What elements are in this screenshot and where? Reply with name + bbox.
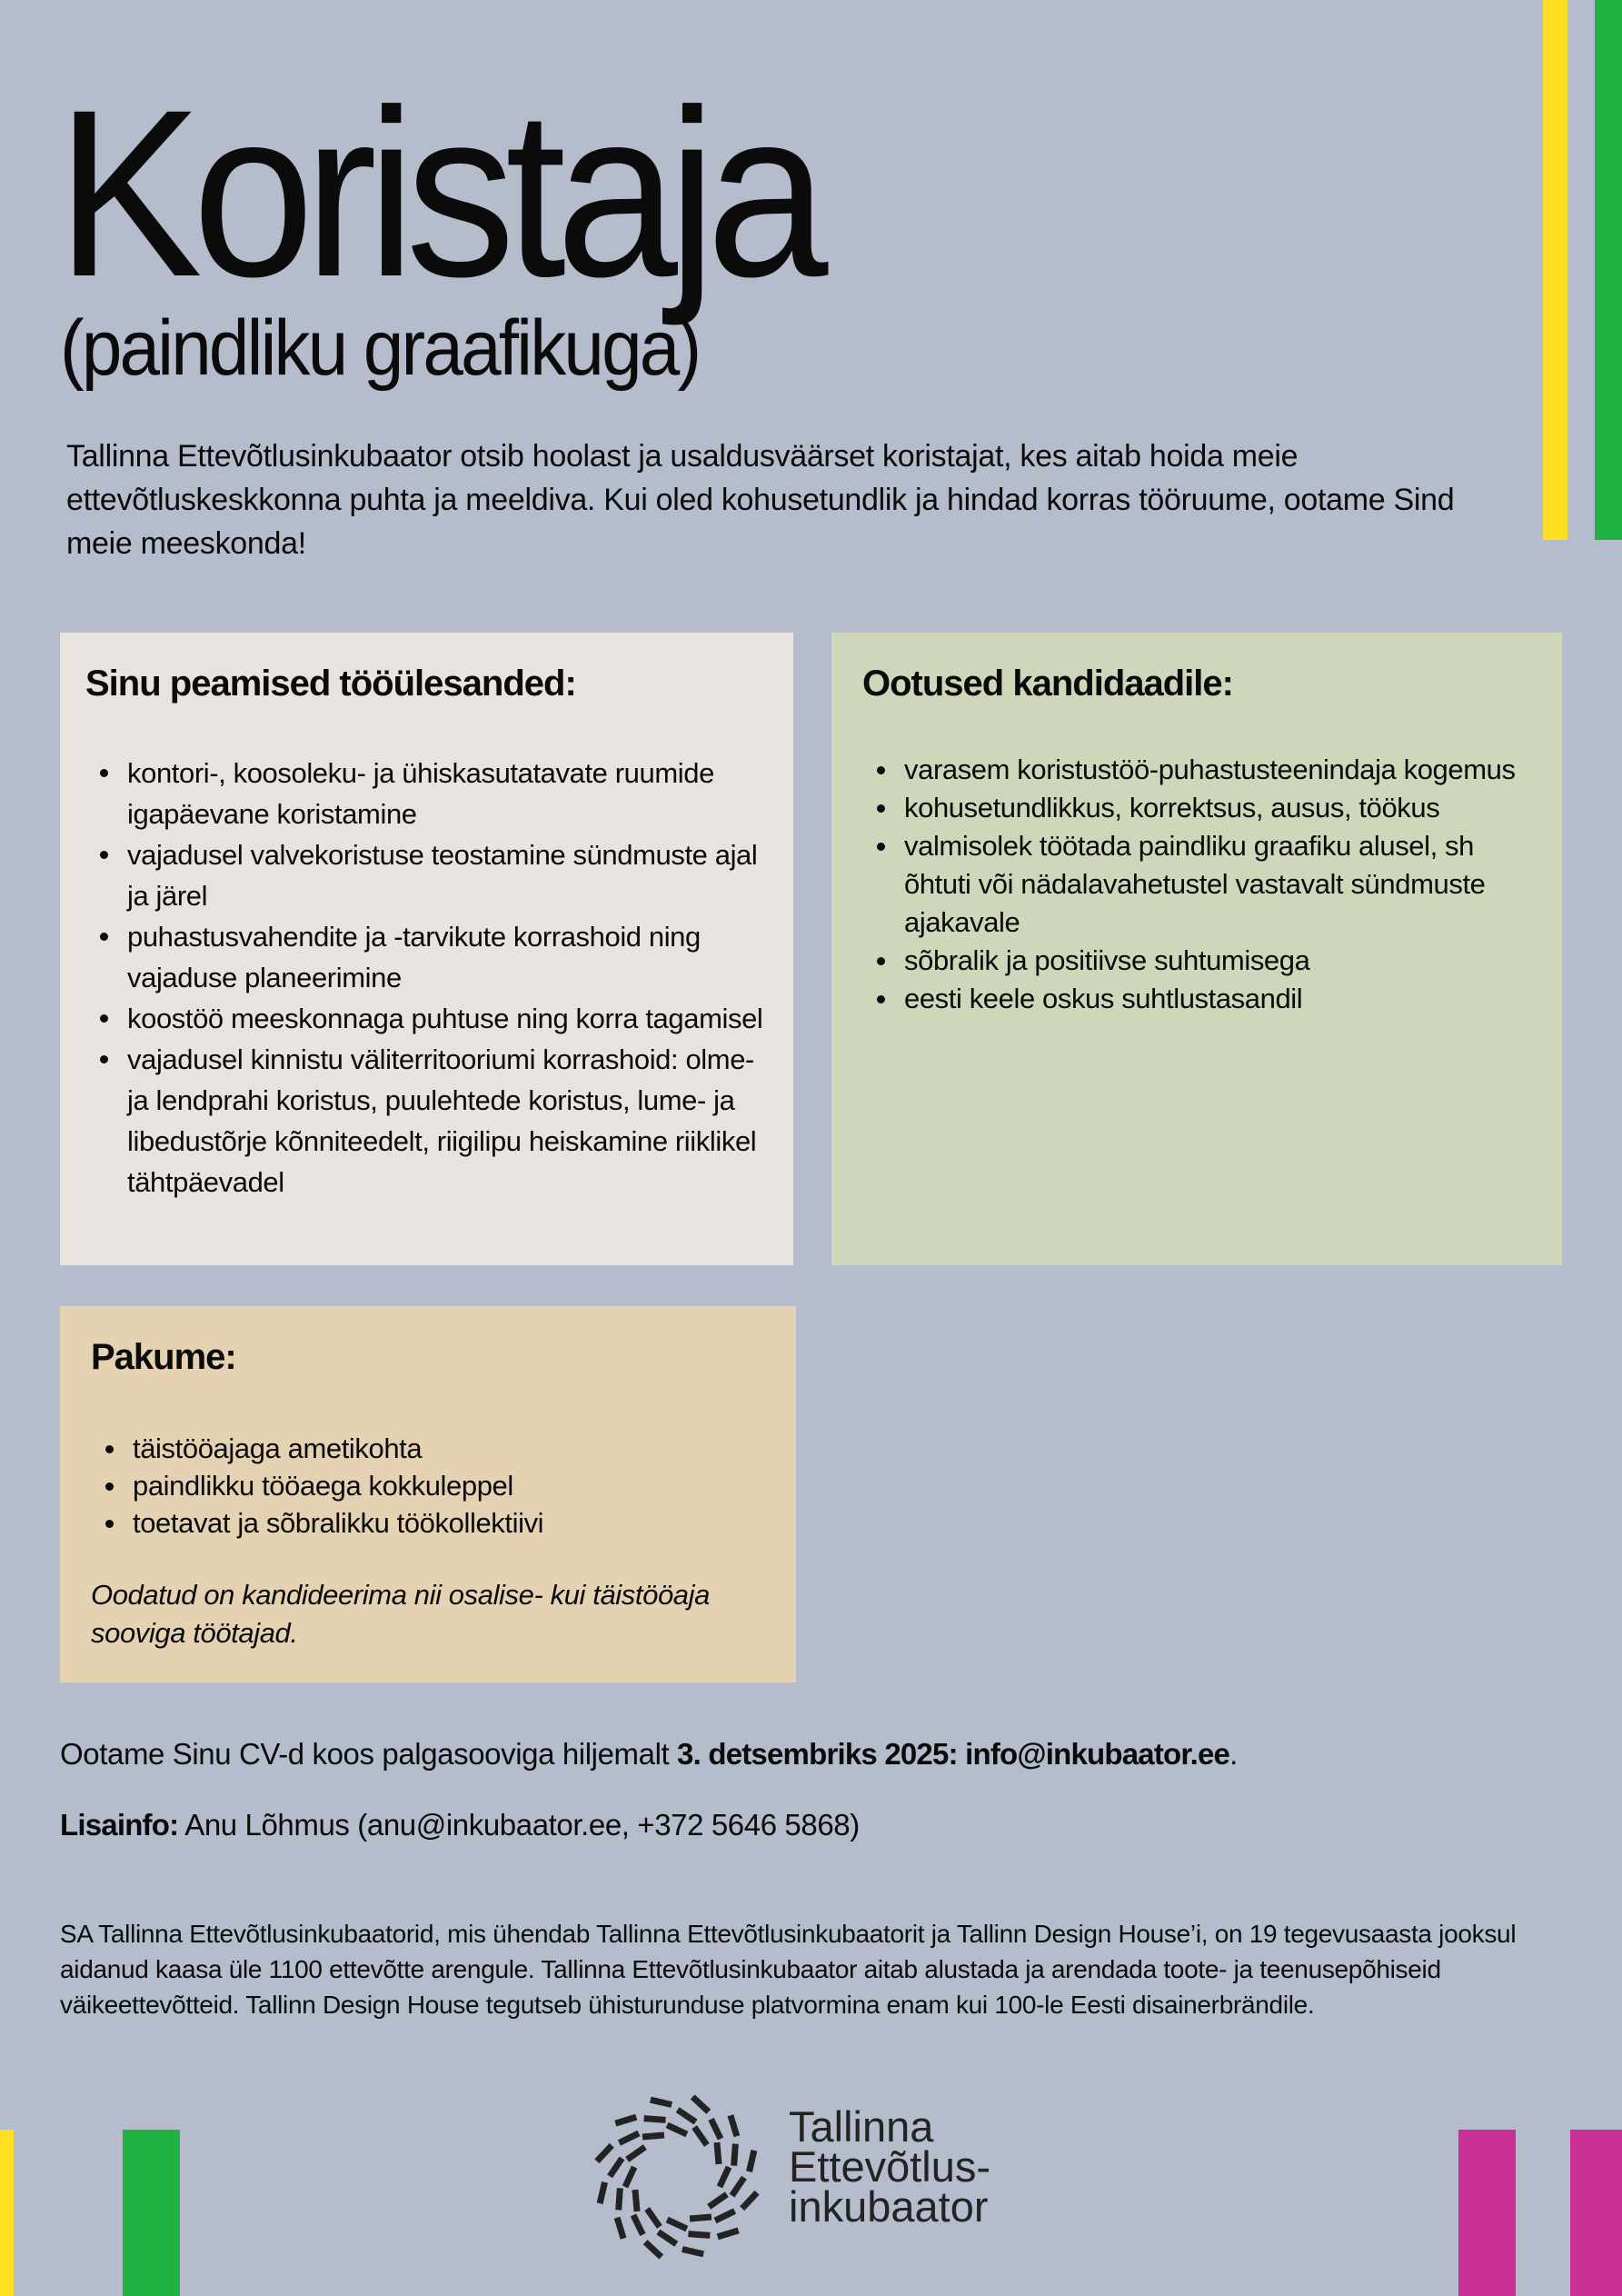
page-subtitle: (paindliku graafikuga) — [60, 304, 700, 392]
list-item: paindlikku tööaega kokkuleppel — [133, 1467, 765, 1504]
apply-end: . — [1229, 1737, 1238, 1771]
tasks-list — [85, 753, 768, 1203]
logo-dash — [615, 2188, 623, 2210]
contact-info — [60, 1807, 860, 1843]
logo-dash — [717, 2228, 740, 2241]
logo-dash — [622, 2166, 637, 2189]
tasks-heading: Sinu peamised tööülesanded: — [85, 664, 576, 704]
logo-dash — [643, 2115, 665, 2123]
list-item: eesti keele oskus suhtlustasandil — [904, 980, 1531, 1018]
logo-icon — [591, 2091, 763, 2263]
logo-dash — [643, 2240, 663, 2259]
stripe-top-yellow — [1543, 0, 1567, 540]
offer-card — [60, 1306, 796, 1682]
logo-dash — [666, 2122, 689, 2137]
tasks-card — [60, 633, 793, 1265]
expectations-heading: Ootused kandidaadile: — [862, 664, 1233, 704]
logo-dash — [690, 2213, 712, 2221]
logo-dash — [644, 2207, 662, 2229]
logo-dash — [656, 2230, 678, 2247]
logo-dash — [688, 2231, 710, 2239]
logo-dash — [607, 2156, 624, 2178]
logo-dash — [717, 2166, 731, 2189]
logo-dash — [707, 2191, 729, 2210]
logo-dash — [614, 2217, 627, 2240]
logo-dash — [728, 2114, 741, 2137]
list-item: sõbralik ja positiivse suhtumisega — [904, 942, 1531, 980]
logo-dash — [682, 2246, 704, 2257]
logo-dash — [631, 2213, 646, 2236]
logo-line: Tallinna — [789, 2102, 934, 2151]
logo-dash — [730, 2176, 747, 2198]
application-instructions — [60, 1736, 1238, 1772]
list-item: valmisolek töötada paindliku graafiku alusel, sh õhtuti või nädalavahetustel vastavalt sündmuste ajakavale — [904, 827, 1531, 942]
stripe-bottom-magenta-1 — [1458, 2130, 1516, 2296]
logo-dash — [691, 2094, 711, 2113]
logo-dash — [746, 2150, 757, 2172]
logo-dash — [597, 2181, 608, 2204]
list-item: täistööajaga ametikohta — [133, 1430, 765, 1467]
logo-dash — [614, 2114, 637, 2127]
list-item: puhastusvahendite ja -tarvikute korrashoid ning vajaduse planeerimine — [127, 916, 768, 998]
offer-heading: Pakume: — [91, 1337, 236, 1377]
apply-text: Ootame Sinu CV-d koos palgasooviga hiljemalt — [60, 1737, 678, 1771]
stripe-bottom-yellow — [0, 2130, 14, 2296]
logo-dash — [713, 2142, 721, 2165]
intro-paragraph: Tallinna Ettevõtlusinkubaator otsib hoolast ja usaldusväärset koristajat, kes aitab hoida meie ettevõtluskeskkonna puhta ja meeldiva. Kui oled kohusetundlik ja hindad korras tööruume, ootame Sind meie meeskonda! — [66, 439, 1455, 561]
logo-line: inkubaator — [789, 2182, 989, 2231]
logo-dash — [740, 2191, 759, 2211]
logo-dash — [666, 2217, 689, 2231]
logo-dash — [650, 2097, 672, 2108]
logo-dash — [713, 2208, 736, 2223]
logo-dash — [625, 2144, 647, 2162]
logo-dash — [676, 2107, 698, 2124]
logo-dash — [692, 2125, 709, 2147]
offer-list — [91, 1430, 765, 1542]
logo-dash — [618, 2131, 641, 2146]
logo-dash — [731, 2143, 739, 2165]
page-title: Koristaja — [56, 60, 819, 326]
logo-dash — [594, 2143, 613, 2163]
logo-dash — [708, 2118, 723, 2141]
logo-dash — [642, 2131, 665, 2140]
list-item: varasem koristustöö-puhastusteenindaja kogemus — [904, 751, 1531, 789]
apply-deadline-email[interactable]: 3. detsembriks 2025: info@inkubaator.ee — [677, 1737, 1230, 1771]
contact-text[interactable]: Anu Lõhmus (anu@inkubaator.ee, +372 5646 5868) — [178, 1808, 860, 1842]
stripe-bottom-green — [123, 2130, 180, 2296]
list-item: kohusetundlikkus, korrektsus, ausus, töökus — [904, 789, 1531, 827]
list-item: toetavat ja sõbralikku töökollektiivi — [133, 1504, 765, 1542]
expectations-card — [831, 633, 1562, 1265]
logo-line: Ettevõtlus- — [789, 2142, 991, 2191]
logo-dash — [632, 2190, 640, 2212]
list-item: kontori-, koosoleku- ja ühiskasutatavate ruumide igapäevane koristamine — [127, 753, 768, 834]
expectations-list — [862, 751, 1531, 1018]
list-item: koostöö meeskonnaga puhtuse ning korra tagamisel — [127, 998, 768, 1039]
list-item: vajadusel valvekoristuse teostamine sündmuste ajal ja järel — [127, 834, 768, 916]
contact-label: Lisainfo: — [60, 1808, 179, 1842]
logo-wordmark — [789, 2102, 991, 2231]
stripe-bottom-magenta-2 — [1570, 2130, 1622, 2296]
stripe-top-green — [1595, 0, 1622, 540]
offer-note: Oodatud on kandideerima nii osalise- kui täistööaja sooviga töötajad. — [91, 1579, 710, 1649]
about-paragraph: SA Tallinna Ettevõtlusinkubaatorid, mis ühendab Tallinna Ettevõtlusinkubaatorit ja Tallinn Design House’i, on 19 tegevusaasta jooksul aidanud kaasa üle 1100 ettevõtte arengule. Tallinna Ettevõtlusinkubaator aitab alustada ja arendada toote- ja teenusepõhiseid väikeettevõtteid. Tallinn Design House tegutseb ühisturunduse platvormina enam kui 100-le Eesti disainerbrändile. — [60, 1920, 1517, 2019]
list-item: vajadusel kinnistu väliterritooriumi korrashoid: olme- ja lendprahi koristus, puulehtede koristus, lume- ja libedustõrje kõnniteedelt, riigilipu heiskamine riiklikel tähtpäevadel — [127, 1039, 768, 1203]
